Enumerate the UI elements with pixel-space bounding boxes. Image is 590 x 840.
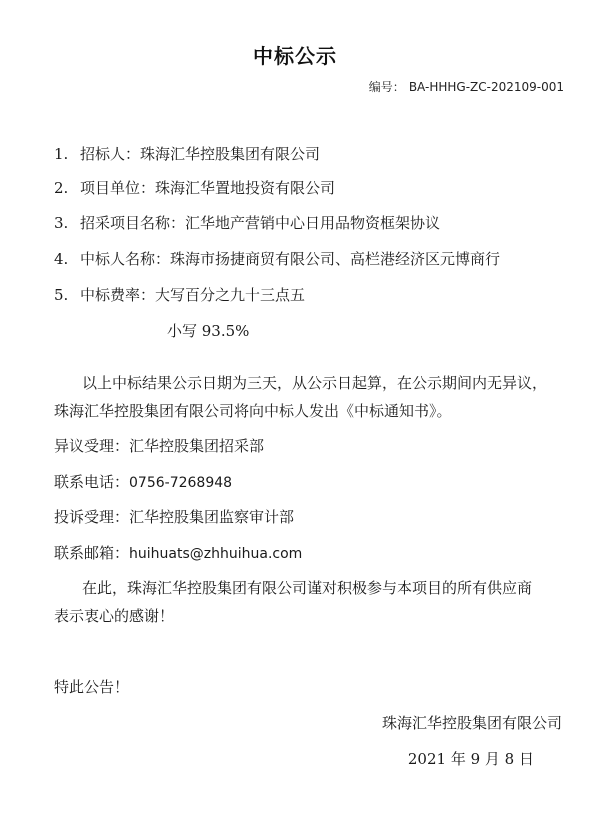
document-number [369, 78, 564, 95]
document-title: 中标公示 [253, 44, 337, 68]
list-item-text: 招标人：珠海汇华控股集团有限公司 [80, 145, 321, 163]
fee-lowercase: 小写 93.5% [167, 322, 250, 340]
list-item-text: 中标费率：大写百分之九十三点五 [80, 286, 306, 304]
list-item [54, 213, 440, 233]
signature-organization: 珠海汇华控股集团有限公司 [381, 714, 562, 732]
objection-value: 汇华控股集团招采部 [129, 437, 265, 455]
thanks-line-2: 表示衷心的感谢！ [54, 607, 175, 625]
phone-contact [54, 472, 232, 493]
thanks-line-1: 在此，珠海汇华控股集团有限公司谨对积极参与本项目的所有供应商 [82, 579, 533, 597]
phone-label: 联系电话： [54, 473, 130, 491]
list-item-number: 4. [54, 250, 69, 268]
objection-label: 异议受理： [54, 437, 130, 455]
notice-line-1: 以上中标结果公示日期为三天，从公示日起算，在公示期间内无异议， [82, 374, 548, 392]
complaint-contact [54, 507, 294, 527]
complaint-value: 汇华控股集团监察审计部 [129, 508, 295, 526]
email-label: 联系邮箱： [54, 544, 130, 562]
email-value: huihuats@zhhuihua.com [129, 546, 303, 562]
list-item-number: 3. [54, 214, 69, 232]
list-item-number: 5. [54, 286, 69, 304]
list-item-number: 1. [54, 145, 69, 163]
closing-statement: 特此公告！ [54, 678, 130, 696]
notice-line-2: 珠海汇华控股集团有限公司将向中标人发出《中标通知书》。 [54, 402, 452, 420]
list-item-number: 2. [54, 179, 69, 197]
list-item-text: 中标人名称：珠海市扬捷商贸有限公司、高栏港经济区元博商行 [80, 250, 501, 268]
list-item [54, 285, 305, 305]
document-number-value: BA-HHHG-ZC-202109-001 [408, 80, 564, 94]
list-item [54, 144, 320, 164]
list-item-text: 项目单位：珠海汇华置地投资有限公司 [80, 179, 336, 197]
list-item [54, 178, 335, 198]
objection-contact [54, 436, 264, 456]
list-item [54, 249, 500, 269]
signature-date: 2021 年 9 月 8 日 [407, 750, 534, 768]
phone-value: 0756-7268948 [129, 475, 233, 491]
list-item-text: 招采项目名称：汇华地产营销中心日用品物资框架协议 [80, 214, 441, 232]
email-contact [54, 543, 302, 564]
document-number-label: 编号： [368, 80, 405, 94]
complaint-label: 投诉受理： [54, 508, 130, 526]
